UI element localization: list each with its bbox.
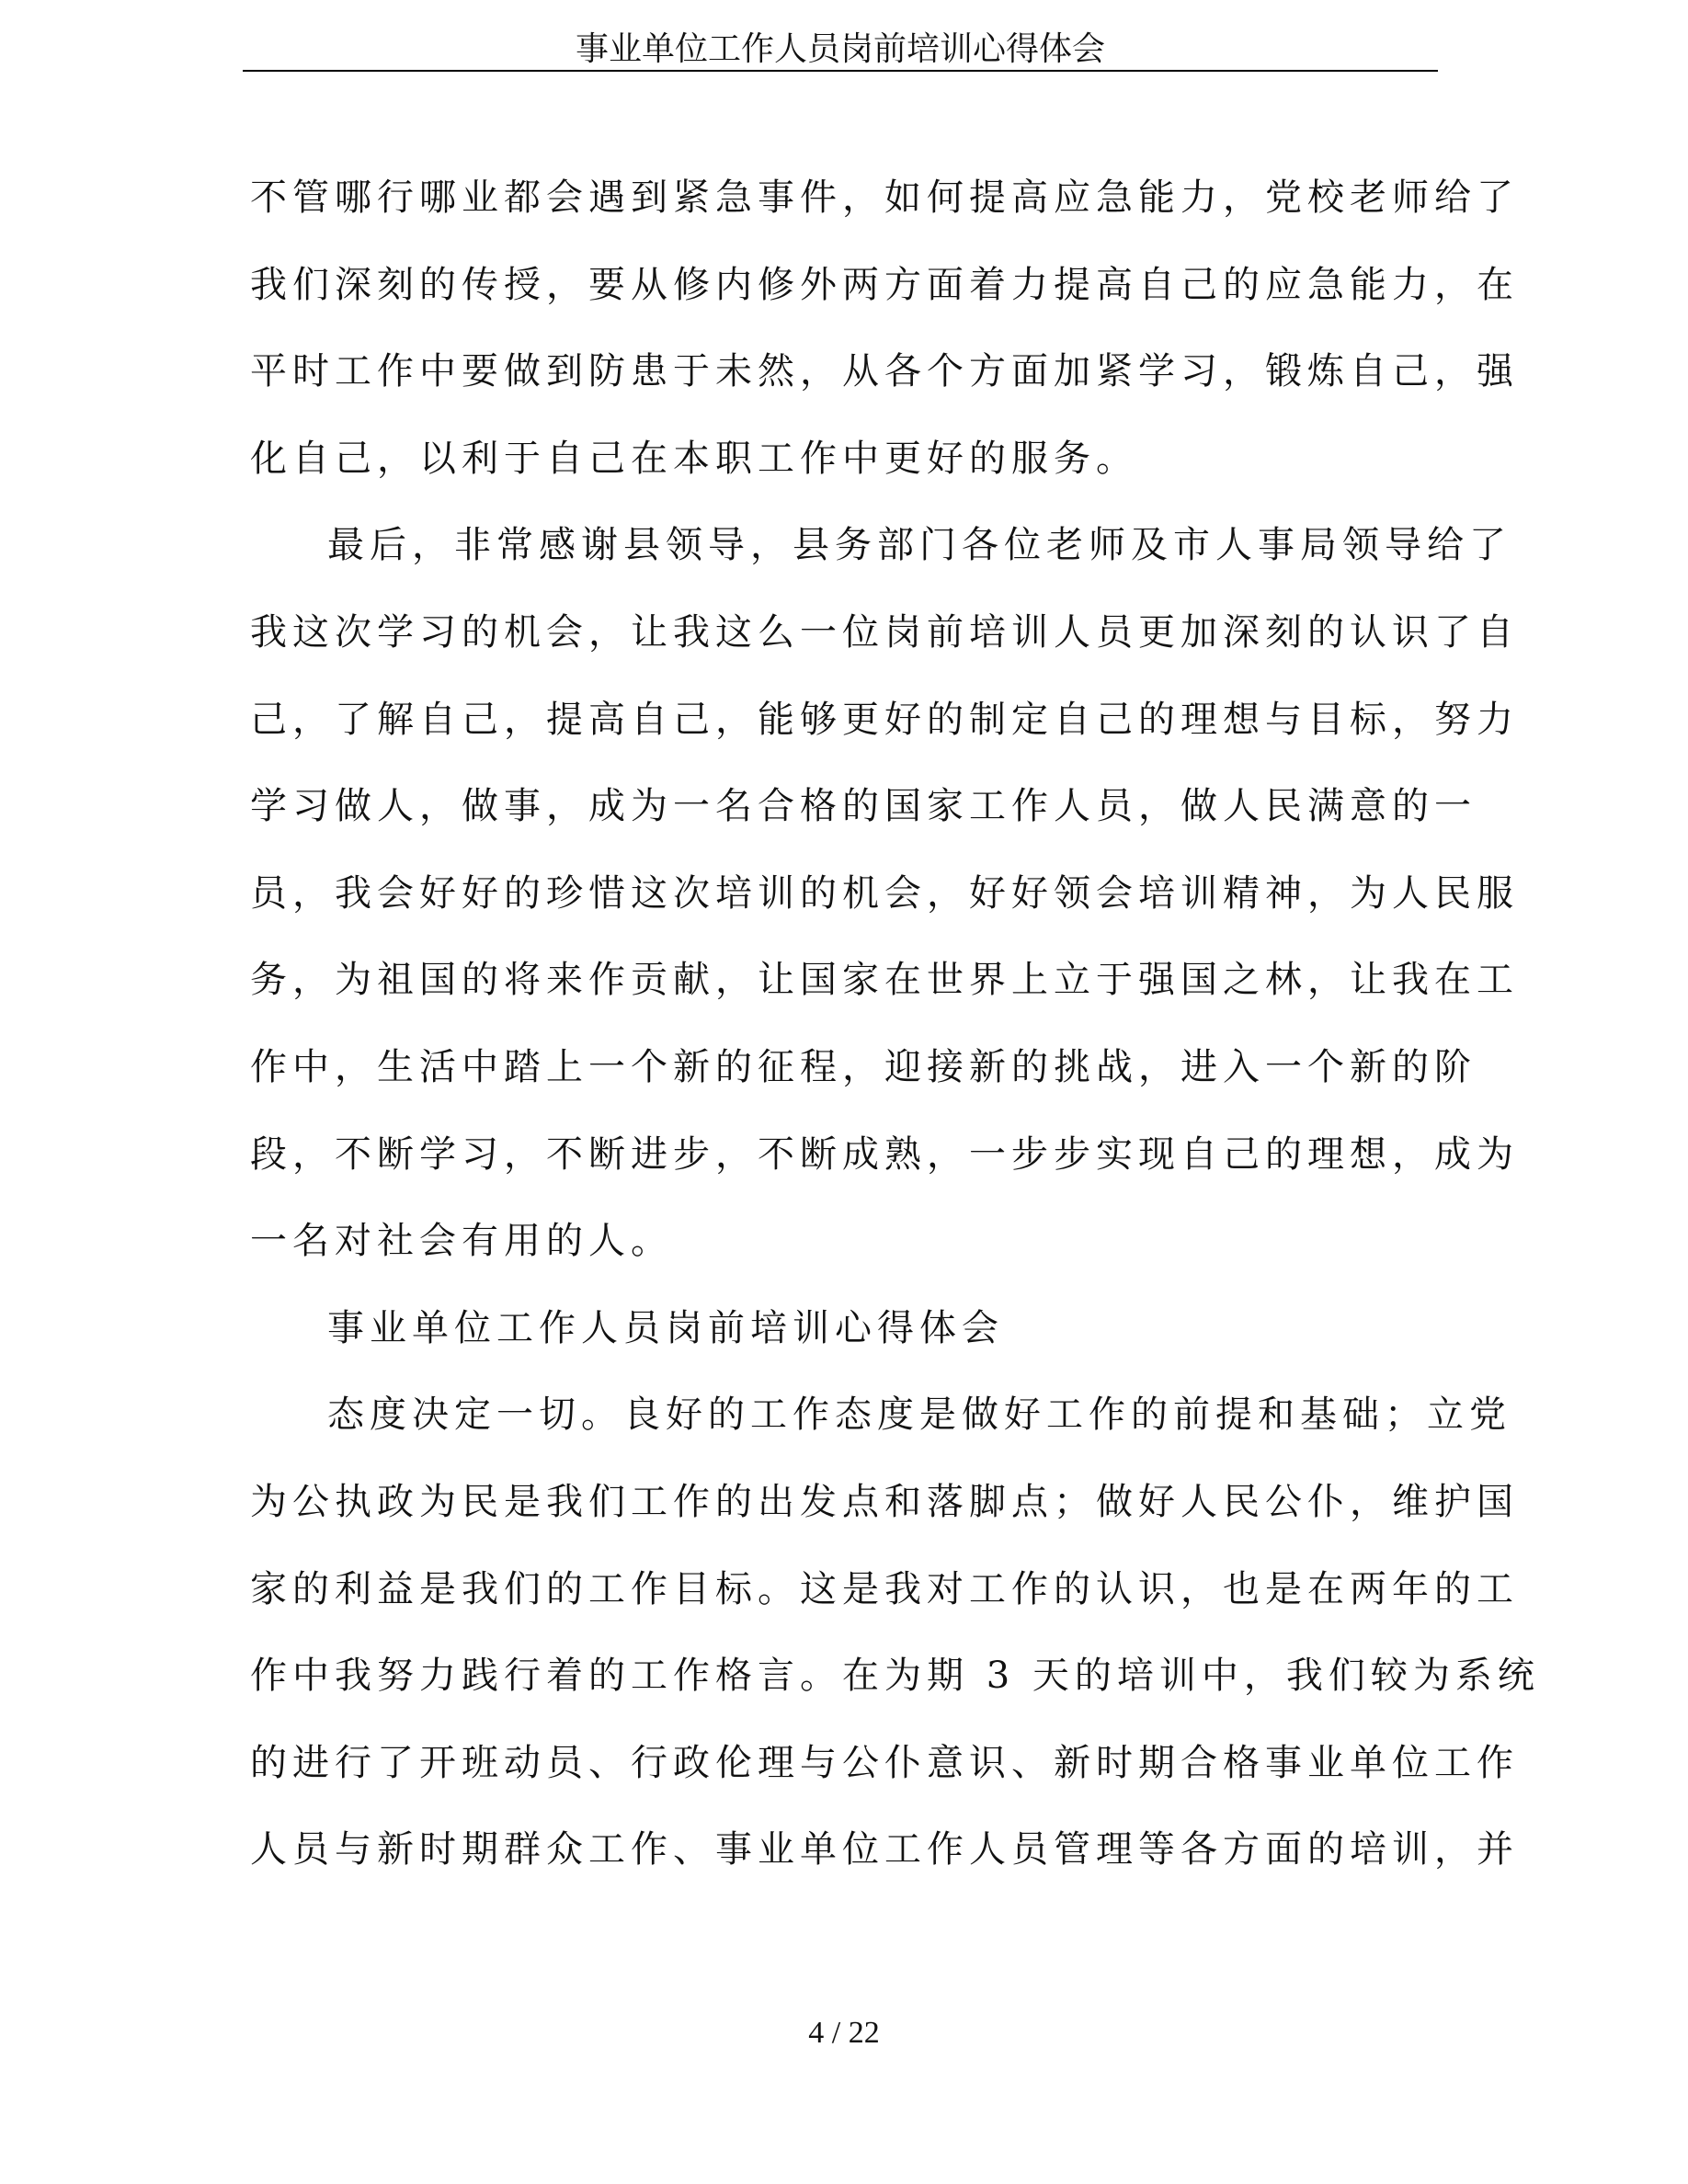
text-line: 家的利益是我们的工作目标。这是我对工作的认识，也是在两年的工 — [250, 1567, 1519, 1610]
text-line: 化自己，以利于自己在本职工作中更好的服务。 — [250, 437, 1138, 480]
text-line: 段，不断学习，不断进步，不断成熟，一步步实现自己的理想，成为 — [250, 1132, 1519, 1176]
document-body — [250, 154, 1540, 1894]
text-line: 的进行了开班动员、行政伦理与公仆意识、新时期合格事业单位工作 — [250, 1741, 1519, 1784]
text-line: 我这次学习的机会，让我这么一位岗前培训人员更加深刻的认识了自 — [250, 610, 1519, 654]
text-line: 作中我努力践行着的工作格言。在为期 3 天的培训中，我们较为系统 — [250, 1655, 1540, 1698]
page-number: 4 / 22 — [808, 2016, 880, 2050]
text-line: 人员与新时期群众工作、事业单位工作人员管理等各方面的培训，并 — [250, 1828, 1519, 1871]
text-line: 为公执政为民是我们工作的出发点和落脚点；做好人民公仆，维护国 — [250, 1480, 1519, 1523]
section-heading: 事业单位工作人员岗前培训心得体会 — [327, 1306, 1004, 1349]
text-line: 己，了解自己，提高自己，能够更好的制定自己的理想与目标，努力 — [250, 698, 1519, 741]
text-line: 作中，生活中踏上一个新的征程，迎接新的挑战，进入一个新的阶 — [250, 1045, 1477, 1088]
text-line: 员，我会好好的珍惜这次培训的机会，好好领会培训精神，为人民服 — [250, 871, 1519, 915]
text-line: 一名对社会有用的人。 — [250, 1220, 673, 1263]
paragraph-first-line: 态度决定一切。良好的工作态度是做好工作的前提和基础；立党 — [327, 1393, 1511, 1437]
text-line: 平时工作中要做到防患于未然，从各个方面加紧学习，锻炼自己，强 — [250, 350, 1519, 393]
page-header-title: 事业单位工作人员岗前培训心得体会 — [575, 30, 1105, 68]
text-line: 不管哪行哪业都会遇到紧急事件，如何提高应急能力，党校老师给了 — [250, 176, 1519, 219]
text-line: 学习做人，做事，成为一名合格的国家工作人员，做人民满意的一 — [250, 785, 1477, 828]
paragraph-first-line: 最后，非常感谢县领导，县务部门各位老师及市人事局领导给了 — [327, 524, 1511, 567]
text-line: 我们深刻的传授，要从修内修外两方面着力提高自己的应急能力，在 — [250, 263, 1519, 306]
header-divider — [243, 70, 1438, 72]
text-line: 务，为祖国的将来作贡献，让国家在世界上立于强国之林，让我在工 — [250, 959, 1519, 1002]
